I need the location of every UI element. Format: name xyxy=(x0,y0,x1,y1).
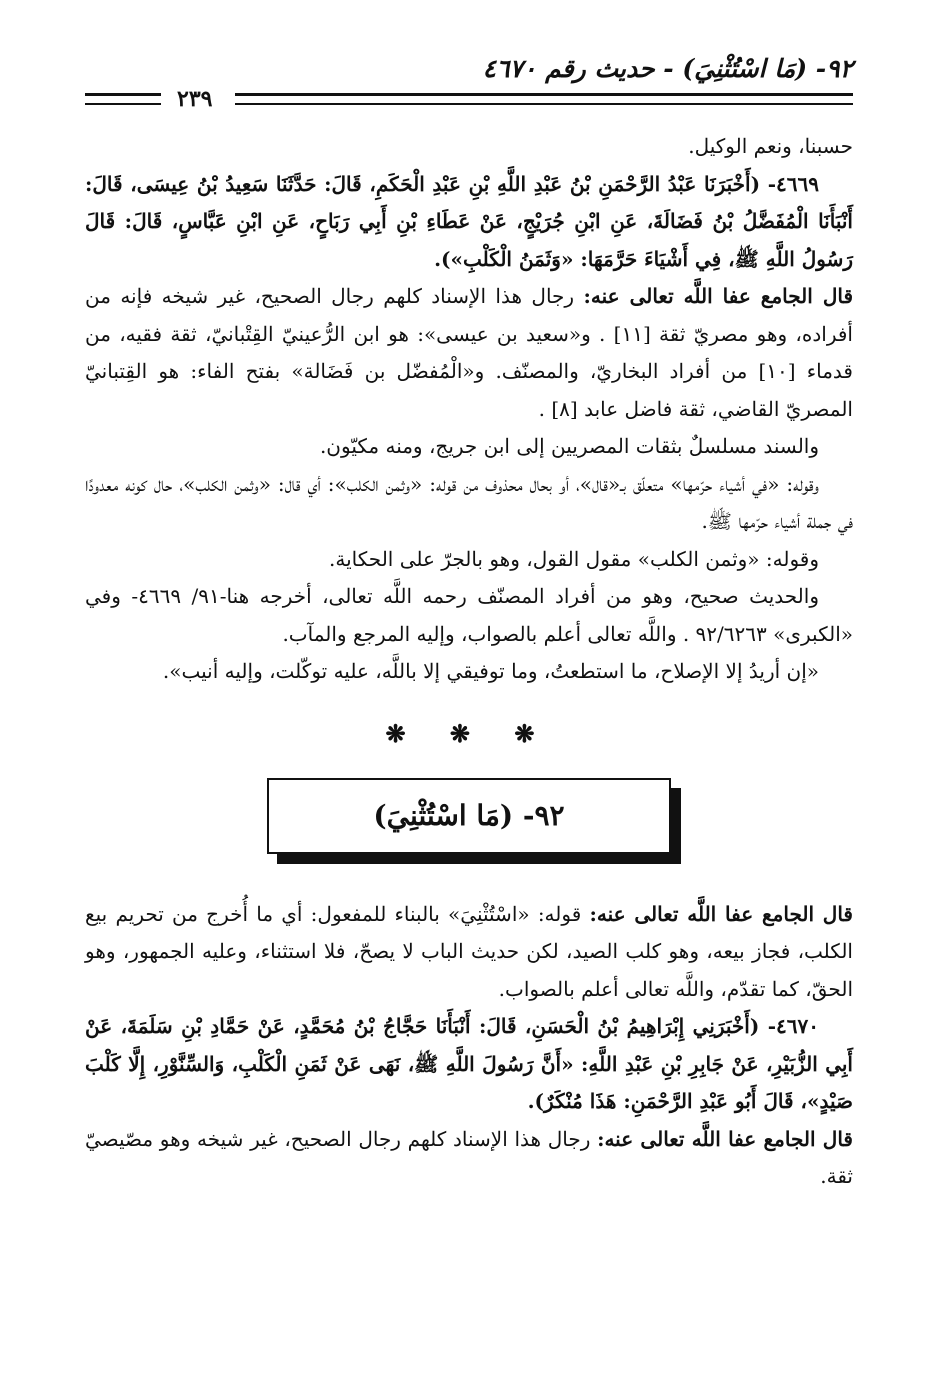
paragraph-text: قوله: «اسْتُثْنِيَ» بالبناء للمفعول: أي ما أُخرج من تحريم بيع الكلب، فجاز بيعه، وهو كلب الصيد، لكن حديث الباب لا يصحّ، فلا استثناء، وعليه الجمهور، وهو الحقّ، كما تقدّم، واللَّه تعالى أعلم بالصواب. xyxy=(85,901,853,1001)
commentary-paragraph xyxy=(85,1121,853,1196)
paragraph-lead: قال الجامع عفا اللَّه تعالى عنه: xyxy=(589,901,853,926)
paragraph-text: رجال هذا الإسناد كلهم رجال الصحيح، غير شيخه فإنه من أفراده، وهو مصريّ ثقة [١١] . و«سعيد بن عيسى»: هو ابن الرُّعينيّ القِتْبانيّ، ثقة فقيه، من قدماء [١٠] من أفراد البخاريّ، والمصنّف. و«الْمُفضّل بن فَضَالة» بفتح الفاء: هو القِتبانيّ المصريّ القاضي، ثقة فاضل عابد [٨] . xyxy=(85,284,853,421)
section-after-chapter xyxy=(85,896,853,1196)
paragraph-text: وقوله: «وثمن الكلب» مقول القول، وهو بالجرّ على الحكاية. xyxy=(329,546,819,571)
paragraph-text: رجال هذا الإسناد كلهم رجال الصحيح، غير شيخه وهو مصّيصيّ ثقة. xyxy=(85,1126,853,1188)
hadith-paragraph xyxy=(85,1008,853,1121)
commentary-paragraph xyxy=(85,466,853,541)
paragraph-text: «إن أريدُ إلا الإصلاح، ما استطعتُ، وما توفيقي إلا باللَّه، عليه توكّلت، وإليه أنيب». xyxy=(162,659,819,683)
commentary-paragraph xyxy=(85,128,853,166)
hadith-paragraph xyxy=(85,166,853,279)
paragraph-text: وقوله: «في أشياء حرّمها» متعلّق بـ«قال»، أو بحال محذوف من قوله: «وثمن الكلب»: أي قال: «وثمن الكلب»، حال كونه معدودًا في جملة أشياء حرّمها ﷺ. xyxy=(85,471,853,533)
page-header xyxy=(85,50,853,110)
section-separator: ❋ ❋ ❋ xyxy=(385,718,553,748)
page-number: ٢٣٩ xyxy=(177,86,213,112)
commentary-paragraph xyxy=(85,428,853,466)
paragraph-text: ٤٦٦٩- (أَخْبَرَنَا عَبْدُ الرَّحْمَنِ بْنُ عَبْدِ اللَّهِ بْنِ عَبْدِ الْحَكَمِ، قَالَ: حَدَّثَنَا سَعِيدُ بْنُ عِيسَى، قَالَ: أَنْبَأَنَا الْمُفَضَّلُ بْنُ فَضَالَةَ، عَنِ ابْنِ جُرَيْجٍ، عَنْ عَطَاءِ بْنِ أَبِي رَبَاحٍ، عَنِ ابْنِ عَبَّاسٍ، قَالَ: قَالَ رَسُولُ اللَّهِ ﷺ، فِي أَشْيَاءَ حَرَّمَهَا: «وَثَمَنُ الْكَلْبِ»). xyxy=(85,171,853,271)
paragraph-text: ٤٦٧٠- (أَخْبَرَنِي إِبْرَاهِيمُ بْنُ الْحَسَنِ، قَالَ: أَنْبَأَنَا حَجَّاجُ بْنُ مُحَمَّدٍ، عَنْ حَمَّادِ بْنِ سَلَمَةَ، عَنْ أَبِي الزُّبَيْرِ، عَنْ جَابِرِ بْنِ عَبْدِ اللَّهِ: «أَنَّ رَسُولَ اللَّهِ ﷺ، نَهَى عَنْ ثَمَنِ الْكَلْبِ، وَالسِّنَّوْرِ، إِلَّا كَلْبَ صَيْدٍ»، قَالَ أَبُو عَبْدِ الرَّحْمَنِ: هَذَا مُنْكَرٌ). xyxy=(85,1014,853,1113)
chapter-title: ٩٢- (مَا اسْتُثْنِيَ) xyxy=(373,799,565,832)
commentary-paragraph xyxy=(85,541,853,579)
paragraph-text: والحديث صحيح، وهو من أفراد المصنّف رحمه اللَّه تعالى، أخرجه هنا-٩١/ ٤٦٦٩- وفي «الكبرى» ٩٢/٦٢٦٣ . واللَّه تعالى أعلم بالصواب، وإليه المرجع والمآب. xyxy=(85,584,853,646)
paragraph-lead: قال الجامع عفا اللَّه تعالى عنه: xyxy=(597,1126,853,1151)
header-rule-left xyxy=(85,93,161,105)
header-rule-right xyxy=(235,93,853,105)
running-title: ٩٢- (مَا اسْتُثْنِيَ) - حديث رقم ٤٦٧٠ xyxy=(482,54,853,83)
paragraph-text: حسبنا، ونعم الوكيل. xyxy=(688,134,853,158)
commentary-paragraph xyxy=(85,578,853,653)
section-before-chapter xyxy=(85,128,853,691)
paragraph-lead: قال الجامع عفا اللَّه تعالى عنه: xyxy=(583,284,853,308)
chapter-heading-box xyxy=(267,778,671,854)
commentary-paragraph xyxy=(85,653,853,691)
paragraph-text: والسند مسلسلٌ بثقات المصريين إلى ابن جريج، ومنه مكيّون. xyxy=(319,434,819,458)
chapter-heading-wrap xyxy=(85,778,853,854)
commentary-paragraph xyxy=(85,896,853,1009)
commentary-paragraph xyxy=(85,278,853,428)
page-body xyxy=(85,128,853,1196)
